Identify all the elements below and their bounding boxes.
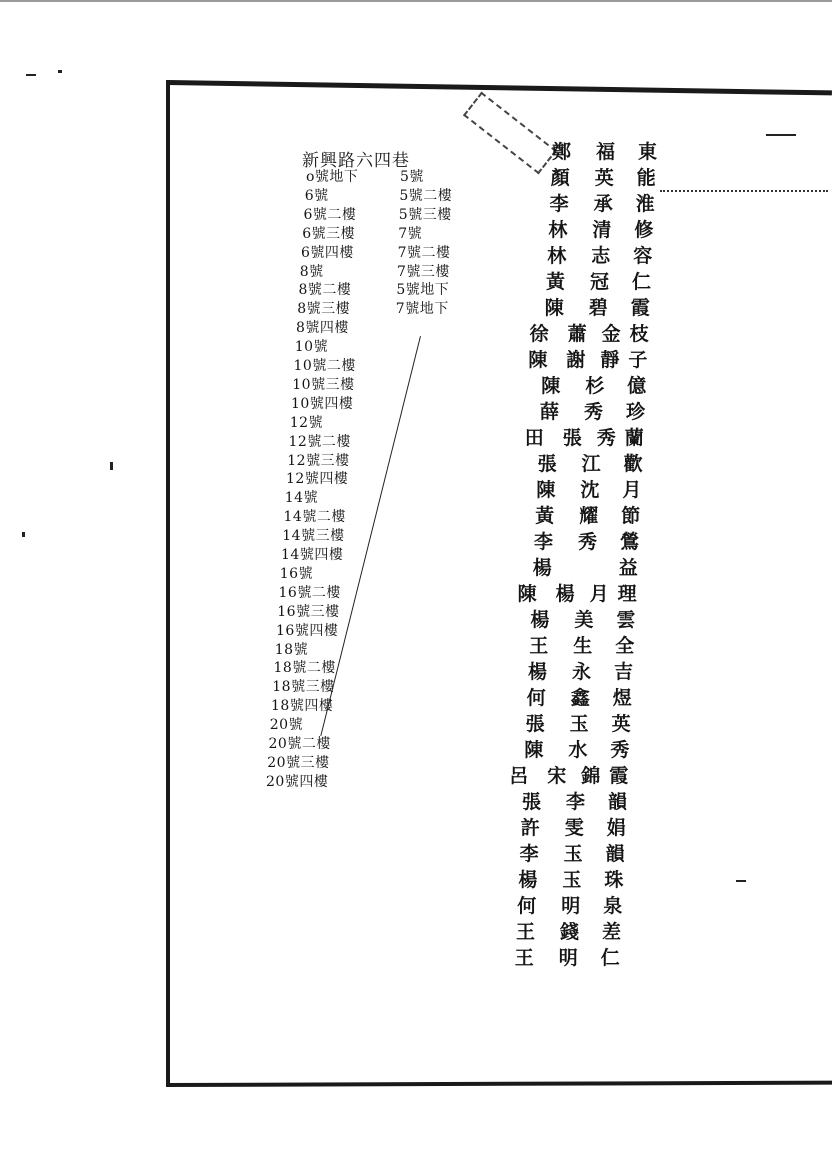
- address-entry: 6號二樓: [303, 206, 357, 223]
- name-row: [535, 504, 675, 530]
- address-entry: 16號三樓: [277, 603, 340, 620]
- name-character: 福: [596, 141, 616, 163]
- name-character: 歡: [623, 453, 643, 475]
- name-character: 月: [589, 583, 609, 605]
- name-character: 吉: [614, 661, 634, 683]
- name-row: [509, 764, 663, 790]
- name-character: 田: [524, 427, 544, 449]
- address-entry: 16號: [279, 565, 314, 582]
- address-entry: o號地下: [306, 169, 359, 185]
- name-character: 陳: [541, 375, 561, 397]
- name-character: 子: [628, 349, 648, 371]
- address-entry: 18號二樓: [273, 660, 336, 677]
- name-character: 宋: [547, 765, 567, 787]
- name-character: 秀: [584, 401, 604, 423]
- name-character: 陳: [536, 479, 556, 501]
- name-row: [545, 296, 685, 322]
- name-character: 枝: [629, 323, 649, 345]
- address-entry: 5號三樓: [398, 206, 452, 223]
- name-character: 節: [621, 505, 641, 527]
- name-row: [548, 218, 688, 244]
- name-character: 承: [593, 193, 613, 215]
- name-character: 珠: [604, 869, 624, 891]
- address-entry: 18號: [274, 641, 309, 658]
- name-character: 林: [548, 219, 568, 241]
- name-row: [516, 920, 656, 946]
- address-entry: 10號二樓: [293, 358, 356, 374]
- name-row: [536, 478, 676, 504]
- address-entry: 5號二樓: [399, 187, 453, 204]
- address-entry: 20號三樓: [267, 754, 330, 771]
- name-character: 鄭: [552, 141, 572, 163]
- name-character: 張: [537, 453, 557, 475]
- name-row: [518, 868, 658, 894]
- name-character: 張: [562, 427, 582, 449]
- name-row: [524, 426, 679, 452]
- name-character: 仁: [600, 947, 620, 969]
- name-row: [528, 348, 682, 374]
- name-character: 玉: [563, 843, 583, 865]
- address-entry: 8號三樓: [297, 301, 351, 318]
- name-row: [550, 192, 690, 218]
- address-entry: 16號二樓: [278, 584, 341, 601]
- address-entry: 20號四樓: [266, 773, 329, 790]
- scan-top-edge: [0, 0, 832, 2]
- name-row: [528, 660, 668, 686]
- name-character: 楊: [532, 557, 552, 579]
- name-row: [538, 452, 678, 478]
- address-entry: 20號二樓: [268, 736, 331, 752]
- name-character: 耀: [579, 505, 599, 527]
- name-character: 泉: [603, 895, 623, 917]
- name-character: 王: [516, 921, 536, 943]
- address-entry: 6號: [304, 187, 329, 204]
- name-character: 徐: [529, 323, 549, 345]
- name-character: 李: [534, 531, 554, 553]
- name-character: 金: [601, 323, 621, 345]
- name-row: [517, 894, 657, 920]
- address-entry: 20號: [269, 717, 304, 734]
- name-row: [546, 270, 686, 296]
- name-row: [540, 400, 680, 426]
- name-character: 鶯: [620, 531, 640, 553]
- name-row: [529, 634, 669, 660]
- name-character: 張: [525, 713, 545, 735]
- name-character: 明: [561, 895, 581, 917]
- name-character: 霞: [630, 297, 650, 319]
- name-character: 英: [594, 167, 614, 189]
- name-character: 玉: [562, 869, 582, 891]
- frame-bottom-border: [166, 1081, 832, 1087]
- address-entry: 14號二樓: [283, 509, 346, 526]
- address-entry: 8號四樓: [296, 320, 349, 337]
- address-entry: 7號三樓: [397, 263, 450, 280]
- name-row: [547, 244, 687, 270]
- name-row: [533, 556, 673, 582]
- name-character: 清: [592, 219, 612, 241]
- name-character: 秀: [578, 531, 598, 553]
- name-character: 英: [611, 713, 631, 735]
- address-entry: 12號二樓: [288, 433, 351, 450]
- address-entry: 8號: [299, 263, 324, 280]
- name-character: 煜: [612, 687, 632, 709]
- name-row: [552, 140, 692, 166]
- name-character: 志: [591, 245, 611, 267]
- name-row: [517, 582, 672, 608]
- name-character: 鑫: [570, 687, 590, 709]
- address-entry: 6號三樓: [302, 225, 356, 242]
- name-character: 靜: [600, 349, 620, 371]
- name-character: 李: [549, 193, 569, 215]
- name-character: 能: [636, 167, 656, 189]
- name-character: 許: [520, 817, 540, 839]
- name-row: [522, 790, 662, 816]
- address-entry: 5號: [400, 169, 424, 185]
- name-character: 陳: [528, 349, 548, 371]
- address-entry: 18號三樓: [272, 679, 335, 696]
- name-character: 全: [615, 635, 635, 657]
- address-entry: 7號: [398, 225, 423, 242]
- frame-top-border: [168, 80, 832, 95]
- address-entry: 10號: [294, 339, 329, 356]
- address-entry: 12號: [289, 414, 324, 431]
- name-character: 美: [574, 609, 594, 631]
- name-row: [526, 712, 666, 738]
- name-character: 薛: [540, 401, 560, 423]
- name-character: 月: [622, 479, 642, 501]
- name-character: 雲: [616, 609, 636, 631]
- name-character: 雯: [564, 817, 584, 839]
- address-entry: 12號四樓: [286, 471, 349, 488]
- seal-stamp: [463, 92, 557, 175]
- name-row: [529, 322, 684, 348]
- frame-left-border: [166, 80, 170, 1085]
- name-character: 永: [572, 661, 592, 683]
- name-character: 林: [547, 245, 567, 267]
- name-character: 錦: [581, 765, 601, 787]
- scan-speck: [26, 74, 36, 76]
- name-row: [524, 738, 664, 764]
- address-entry: 6號四樓: [301, 244, 354, 261]
- name-character: 差: [602, 921, 622, 943]
- address-entry: 14號三樓: [282, 528, 345, 545]
- name-character: 冠: [590, 271, 610, 293]
- name-character: 錢: [560, 921, 580, 943]
- name-character: 仁: [632, 271, 652, 293]
- name-character: 韻: [605, 843, 625, 865]
- name-character: 秀: [596, 427, 616, 449]
- name-character: 蕭: [567, 323, 587, 345]
- name-character: 蘭: [624, 427, 644, 449]
- address-entry: 14號四樓: [281, 547, 344, 563]
- name-character: 沈: [580, 479, 600, 501]
- address-entry: 16號四樓: [276, 622, 339, 639]
- name-character: 韻: [608, 791, 628, 813]
- scan-speck: [736, 880, 746, 882]
- name-character: 顏: [550, 167, 570, 189]
- name-row: [520, 842, 660, 868]
- name-row: [521, 816, 661, 842]
- address-entry: 10號三樓: [292, 376, 355, 393]
- name-row: [527, 686, 667, 712]
- address-entry: 18號四樓: [271, 698, 334, 715]
- street-title: 新興路六四巷: [302, 151, 410, 171]
- name-character: 生: [573, 635, 593, 657]
- name-character: 楊: [528, 661, 548, 683]
- name-character: 王: [529, 635, 549, 657]
- scan-speck: [110, 462, 113, 470]
- name-character: 霞: [609, 765, 629, 787]
- name-character: 李: [566, 791, 586, 813]
- name-character: 何: [526, 687, 546, 709]
- name-character: 水: [568, 739, 588, 761]
- name-row: [541, 374, 681, 400]
- name-row: [534, 530, 674, 556]
- name-row: [551, 166, 691, 192]
- name-character: 何: [517, 895, 537, 917]
- name-character: 楊: [530, 609, 550, 631]
- name-row: [530, 608, 670, 634]
- name-character: 益: [618, 557, 638, 579]
- name-character: 明: [558, 947, 578, 969]
- name-character: 杉: [585, 375, 605, 397]
- name-character: 楊: [555, 583, 575, 605]
- scan-speck: [22, 532, 25, 537]
- name-character: 王: [514, 947, 534, 969]
- name-character: 億: [627, 375, 647, 397]
- name-character: 呂: [509, 765, 529, 787]
- address-entry: 12號三樓: [287, 452, 350, 469]
- address-entry: 10號四樓: [291, 395, 354, 412]
- address-entry: 7號地下: [395, 301, 449, 318]
- name-character: 黃: [535, 505, 555, 527]
- name-character: 碧: [588, 297, 608, 319]
- name-character: 容: [633, 245, 653, 267]
- name-character: 黃: [546, 271, 566, 293]
- name-character: 李: [519, 843, 539, 865]
- name-character: 修: [634, 219, 654, 241]
- address-entry: 14號: [284, 490, 319, 507]
- name-character: 理: [617, 583, 637, 605]
- scan-speck: [58, 70, 62, 73]
- name-character: 東: [638, 141, 658, 163]
- name-character: 陳: [544, 297, 564, 319]
- name-character: 張: [522, 791, 542, 813]
- address-entry: 8號二樓: [298, 282, 352, 299]
- name-character: 淮: [635, 193, 655, 215]
- name-character: 秀: [610, 739, 630, 761]
- address-entry: 7號二樓: [397, 244, 451, 261]
- name-character: 江: [581, 453, 601, 475]
- address-entry: 5號地下: [396, 282, 450, 299]
- scan-speck: [766, 134, 796, 136]
- name-character: 陳: [524, 739, 544, 761]
- name-row: [515, 946, 655, 972]
- name-character: 楊: [518, 869, 538, 891]
- name-character: 玉: [569, 713, 589, 735]
- name-character: 陳: [517, 583, 537, 605]
- name-character: 謝: [566, 349, 586, 371]
- name-character: 娟: [606, 817, 626, 839]
- name-character: 珍: [626, 401, 646, 423]
